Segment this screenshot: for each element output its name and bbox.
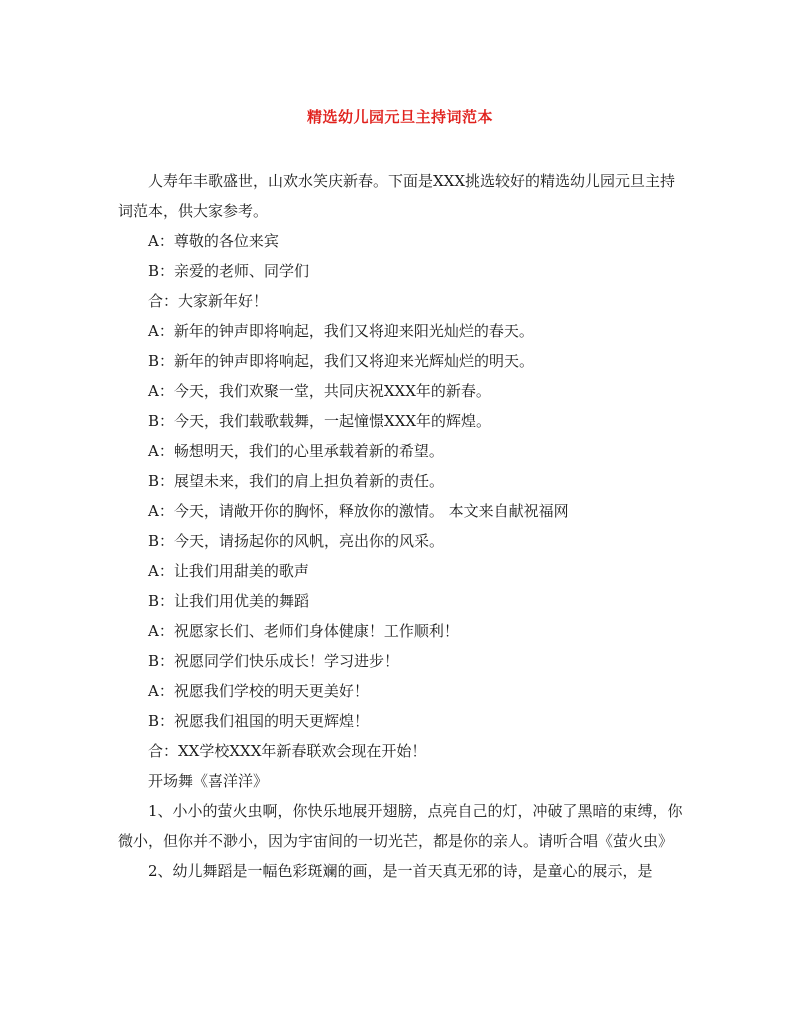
dialogue-line: B：今天，我们载歌载舞，一起憧憬XXX年的辉煌。 — [148, 412, 492, 430]
document-body — [118, 166, 684, 886]
dialogue-line: A：新年的钟声即将响起，我们又将迎来阳光灿烂的春天。 — [148, 322, 534, 340]
dialogue-line: B：新年的钟声即将响起，我们又将迎来光辉灿烂的明天。 — [148, 352, 535, 370]
program-paragraph: 1、小小的萤火虫啊，你快乐地展开翅膀，点亮自己的灯，冲破了黑暗的束缚，你微小，但你并不渺小，因为宇宙间的一切光芒，都是你的亲人。请听合唱《萤火虫》 — [118, 802, 683, 850]
dialogue-line: A：今天，我们欢聚一堂，共同庆祝XXX年的新春。 — [148, 382, 491, 400]
dialogue-line: 合：大家新年好！ — [148, 292, 269, 310]
dialogue-line: A：祝愿家长们、老师们身体健康！工作顺利！ — [148, 622, 459, 640]
program-item: 开场舞《喜洋洋》 — [148, 772, 269, 790]
dialogue-line: B：让我们用优美的舞蹈 — [148, 592, 310, 610]
dialogue-line: A：尊敬的各位来宾 — [148, 232, 279, 250]
intro-paragraph: 人寿年丰歌盛世，山欢水笑庆新春。下面是XXX挑选较好的精选幼儿园元旦主持词范本，供大家参考。 — [118, 172, 676, 220]
dialogue-line: B：祝愿我们祖国的明天更辉煌！ — [148, 712, 370, 730]
dialogue-line: 合：XX学校XXX年新春联欢会现在开始！ — [148, 742, 427, 760]
dialogue-line: A：畅想明天，我们的心里承载着新的希望。 — [148, 442, 444, 460]
dialogue-line: A：让我们用甜美的歌声 — [148, 562, 309, 580]
dialogue-line: B：今天，请扬起你的风帆，亮出你的风采。 — [148, 532, 445, 550]
dialogue-line: B：祝愿同学们快乐成长！学习进步！ — [148, 652, 400, 670]
dialogue-line: A：今天，请敞开你的胸怀，释放你的激情。 本文来自献祝福网 — [148, 502, 569, 520]
dialogue-line: A：祝愿我们学校的明天更美好！ — [148, 682, 369, 700]
dialogue-line: B：亲爱的老师、同学们 — [148, 262, 310, 280]
document-title: 精选幼儿园元旦主持词范本 — [306, 108, 493, 126]
dialogue-line: B：展望未来，我们的肩上担负着新的责任。 — [148, 472, 445, 490]
program-paragraph: 2、幼儿舞蹈是一幅色彩斑斓的画，是一首天真无邪的诗，是童心的展示，是 — [148, 862, 653, 880]
